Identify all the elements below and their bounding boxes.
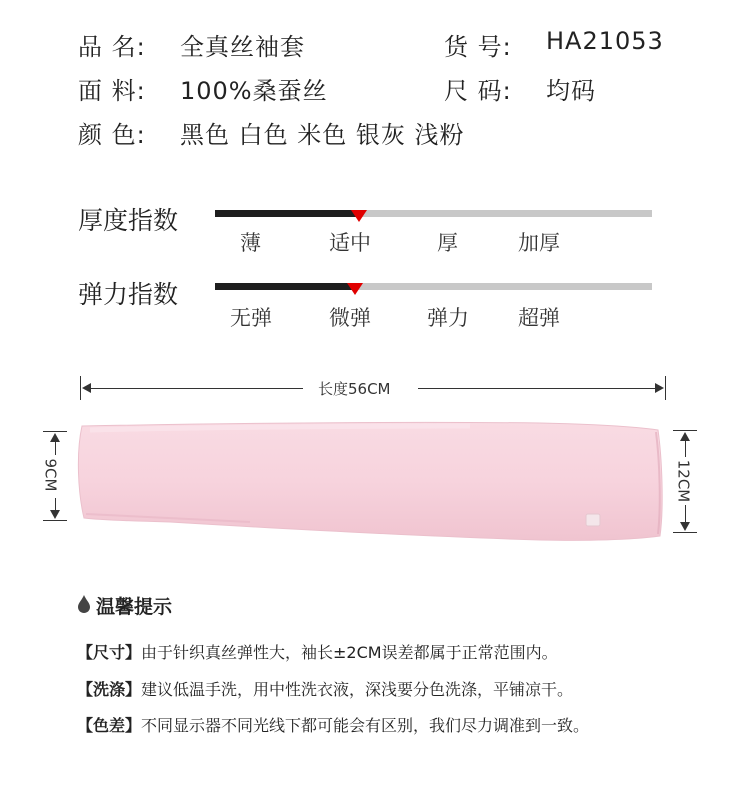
thickness-title: 厚度指数	[78, 206, 179, 235]
elasticity-level: 微弹	[329, 306, 371, 330]
tip-item	[77, 677, 573, 700]
thickness-level: 厚	[437, 231, 458, 255]
left-width-label: 9CM	[41, 458, 60, 492]
arrow-down-icon	[50, 510, 60, 519]
right-width-line	[685, 505, 686, 522]
sleeve-tag	[586, 514, 600, 526]
elasticity-fill	[215, 283, 355, 290]
thickness-bar	[215, 210, 652, 217]
tip-text: 由于针织真丝弹性大，袖长±2CM误差都属于正常范围内。	[141, 643, 558, 662]
right-width-line	[685, 441, 686, 457]
item-no-label: 货 号:	[444, 33, 512, 61]
arrow-down-icon	[680, 522, 690, 531]
name-label: 品 名:	[78, 33, 146, 61]
length-tick-left	[80, 376, 81, 400]
fabric-label: 面 料:	[78, 77, 146, 105]
elasticity-marker	[347, 283, 363, 295]
tip-item	[77, 640, 558, 663]
color-label: 颜 色:	[78, 121, 146, 149]
size-label: 尺 码:	[444, 77, 512, 105]
water-drop-icon	[77, 595, 91, 613]
name-value: 全真丝袖套	[180, 33, 305, 61]
size-value: 均码	[546, 77, 596, 105]
tip-tag: 【色差】	[77, 716, 142, 735]
length-line-right	[418, 388, 656, 389]
tip-tag: 【洗涤】	[77, 680, 142, 699]
elasticity-level: 超弹	[518, 306, 560, 330]
tips-title: 温馨提示	[96, 596, 173, 618]
right-width-label: 12CM	[674, 459, 693, 503]
tip-text: 建议低温手洗，用中性洗衣液，深浅要分色洗涤，平铺凉干。	[141, 680, 574, 699]
left-tick-bottom	[43, 520, 67, 521]
elasticity-level: 无弹	[230, 306, 272, 330]
left-width-line	[55, 441, 56, 455]
thickness-level: 薄	[240, 231, 261, 255]
elasticity-title: 弹力指数	[78, 280, 179, 309]
color-value: 黑色 白色 米色 银灰 浅粉	[180, 121, 465, 149]
left-tick-top	[43, 431, 67, 432]
tip-text: 不同显示器不同光线下都可能会有区别，我们尽力调准到一致。	[141, 716, 590, 735]
elasticity-level: 弹力	[427, 306, 469, 330]
silk-sleeve-image	[70, 418, 670, 548]
tip-tag: 【尺寸】	[77, 643, 142, 662]
right-tick-top	[673, 430, 697, 431]
fabric-value: 100%桑蚕丝	[180, 77, 328, 105]
arrow-up-icon	[680, 432, 690, 441]
length-label: 长度56CM	[318, 380, 391, 398]
length-line-left	[90, 388, 303, 389]
tip-item	[77, 713, 589, 736]
item-no-value: HA21053	[546, 27, 664, 55]
thickness-fill	[215, 210, 359, 217]
left-width-line	[55, 498, 56, 511]
arrow-right-icon	[655, 383, 664, 393]
right-tick-bottom	[673, 532, 697, 533]
thickness-marker	[351, 210, 367, 222]
elasticity-bar	[215, 283, 652, 290]
thickness-level: 加厚	[518, 231, 560, 255]
length-tick-right	[665, 376, 666, 400]
thickness-level: 适中	[329, 231, 371, 255]
